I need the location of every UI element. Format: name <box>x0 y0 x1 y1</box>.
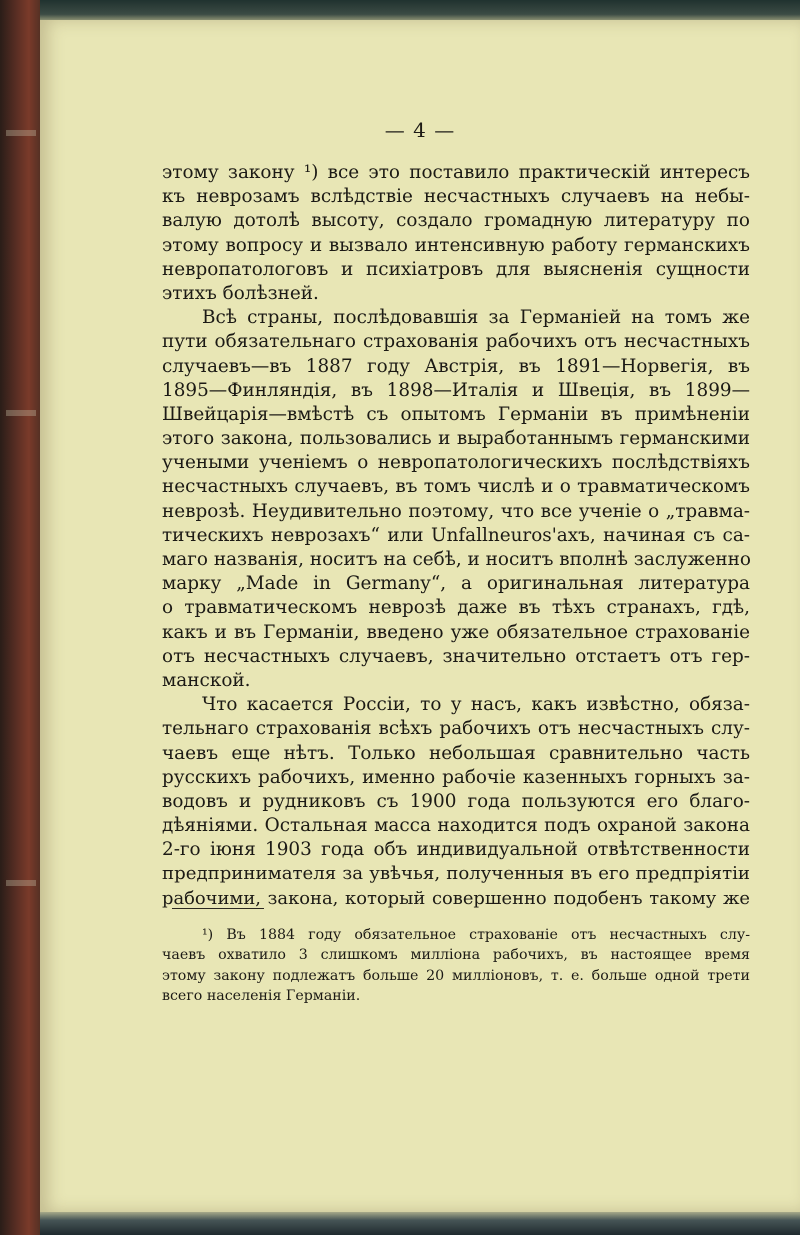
body-line: пути обязательнаго страхованія рабочихъ отъ несчастныхъ <box>162 331 750 353</box>
page-number: — 4 — <box>384 118 456 142</box>
footnote <box>162 925 750 1006</box>
body-line: несчастныхъ случаевъ, въ томъ числѣ и о травматическомъ <box>162 476 750 498</box>
paragraph-start-line: Что касается Россіи, то у насъ, какъ извѣстно, обяза- <box>202 694 750 716</box>
body-line: предпринимателя за увѣчья, полученныя въ его предпріятіи <box>162 863 750 885</box>
body-line: валую дотолѣ высоту, создало громадную литературу по <box>162 210 750 232</box>
body-line: марку „Made in Germany“, а оригинальная литература <box>162 573 750 595</box>
body-line: рабочими, закона, который совершенно подобенъ такому же <box>162 887 750 909</box>
body-line: отъ несчастныхъ случаевъ, значительно отстаетъ отъ гер- <box>162 645 750 667</box>
body-line: Швейцарія—вмѣстѣ съ опытомъ Германіи въ примѣненіи <box>162 403 750 425</box>
body-line: о травматическомъ неврозѣ даже въ тѣхъ странахъ, гдѣ, <box>162 597 750 619</box>
body-line: манской. <box>162 669 251 691</box>
body-line: русскихъ рабочихъ, именно рабочіе казенныхъ горныхъ за- <box>162 766 750 788</box>
footnote-line: ¹) Въ 1884 году обязательное страхованіе отъ несчастныхъ слу- <box>202 927 750 943</box>
body-line: 2-го іюня 1903 года объ индивидуальной отвѣтственности <box>162 839 750 861</box>
body-line: неврозѣ. Неудивительно поэтому, что все ученіе о „травма- <box>162 500 750 522</box>
footnote-line: этому закону подлежатъ больше 20 милліоновъ, т. е. больше одной трети <box>162 967 750 984</box>
paragraph-start-line: Всѣ страны, послѣдовавшія за Германіей на томъ же <box>202 307 750 329</box>
binding-stripe <box>6 880 36 886</box>
binding-stripe <box>6 130 36 136</box>
body-line: случаевъ—въ 1887 году Австрія, въ 1891—Норвегія, въ <box>162 355 750 377</box>
body-line: водовъ и рудниковъ съ 1900 года пользуются его благо- <box>162 790 750 812</box>
body-line: чаевъ еще нѣтъ. Только небольшая сравнительно часть <box>162 742 750 764</box>
body-line: къ неврозамъ вслѣдствіе несчастныхъ случаевъ на небы- <box>162 186 750 208</box>
footnote-line: чаевъ охватило 3 слишкомъ милліона рабочихъ, въ настоящее время <box>162 947 750 964</box>
body-line: тическихъ неврозахъ“ или Unfallneuros'ахъ, начиная съ са- <box>162 524 750 546</box>
body-line: этому закону ¹) все это поставило практическій интересъ <box>162 162 750 183</box>
footnote-line: всего населенія Германіи. <box>162 987 361 1004</box>
binding-stripe <box>6 410 36 416</box>
body-line: маго названія, носитъ на себѣ, и носитъ вполнѣ заслуженно <box>162 549 751 570</box>
body-line: невропатологовъ и психіатровъ для выясненія сущности <box>162 258 750 280</box>
body-line: этихъ болѣзней. <box>162 282 319 304</box>
body-line: дѣяніями. Остальная масса находится подъ охраной закона <box>162 815 750 837</box>
body-line: этого закона, пользовались и выработаннымъ германскими <box>162 428 750 450</box>
footnote-separator <box>172 908 264 909</box>
body-text <box>162 161 750 911</box>
body-line: этому вопросу и вызвало интенсивную работу германскихъ <box>162 234 750 256</box>
page-bottom-edge <box>40 1208 800 1235</box>
body-line: учеными ученіемъ о невропатологическихъ послѣдствіяхъ <box>162 452 750 474</box>
body-line: 1895—Финляндія, въ 1898—Италія и Швеція, въ 1899— <box>162 379 750 401</box>
body-line: тельнаго страхованія всѣхъ рабочихъ отъ несчастныхъ слу- <box>162 718 750 740</box>
body-line: какъ и въ Германіи, введено уже обязательное страхованіе <box>162 621 750 643</box>
